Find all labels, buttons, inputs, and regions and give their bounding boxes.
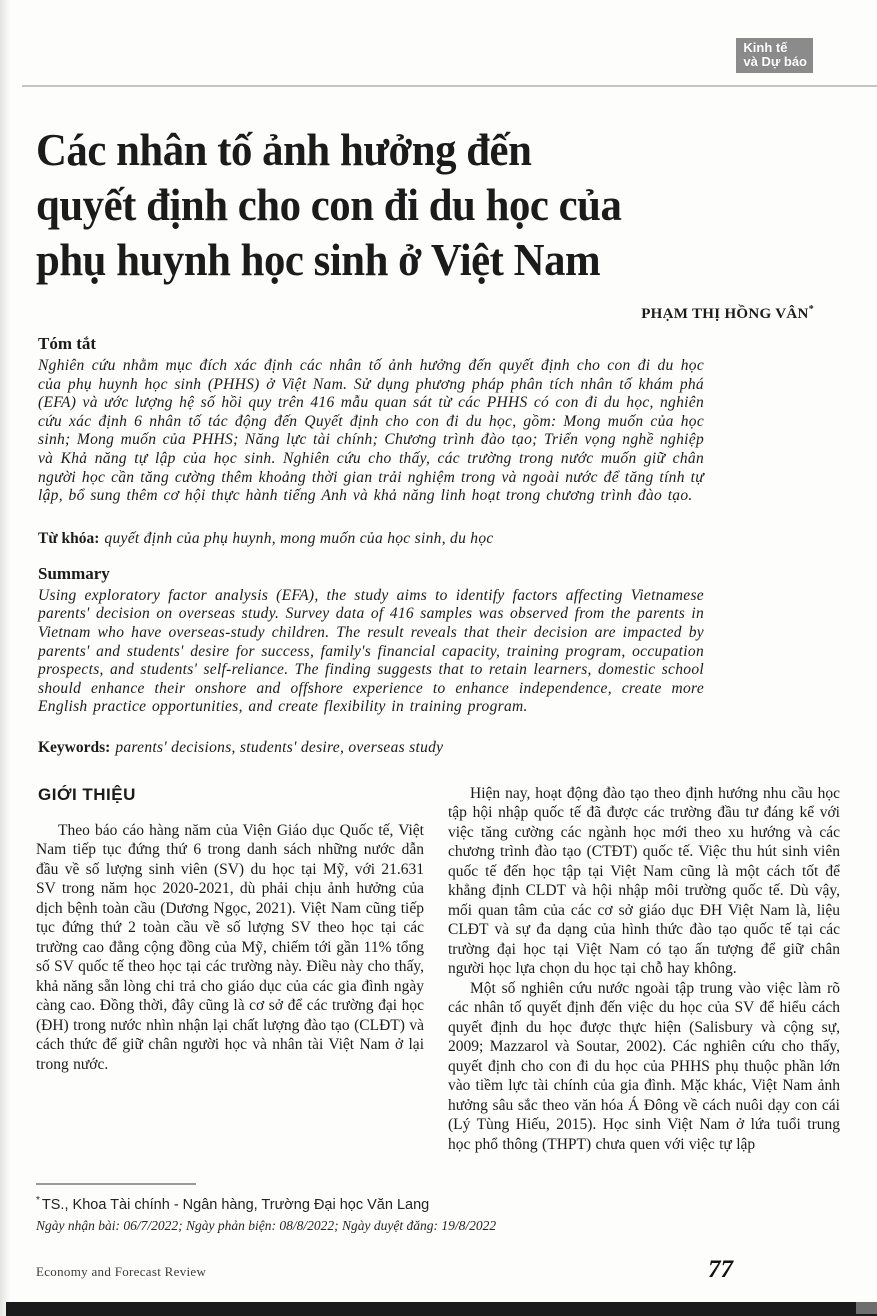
two-column-body [36,784,840,1182]
journal-badge [736,38,813,73]
footnote-symbol: * [36,1195,40,1206]
right-column [448,784,840,1182]
footnote-affiliation [36,1192,796,1214]
footnote-block [36,1183,796,1234]
article-title-line: phụ huynh học sinh ở Việt Nam [36,234,601,285]
article-title [36,122,784,287]
keywords-vi-label: Từ khóa: [38,529,100,547]
abstract-vi-body: Nghiên cứu nhằm mục đích xác định các nhân tố ảnh hưởng đến quyết định cho con đi du học của phụ huynh học sinh (PHHS) ở Việt Nam. Sử dụng phương pháp phân tích nhân tố khám phá (EFA) và ước lượng hệ số hồi quy trên 416 mẫu quan sát từ các PHHS có con đi du học, nghiên cứu xác định 6 nhân tố tác động đến Quyết định cho con đi du học, gồm: Mong muốn của học sinh; Mong muốn của PHHS; Năng lực tài chính; Chương trình đào tạo; Triển vọng nghề nghiệp và Khả năng tự lập của học sinh. Nghiên cứu cho thấy, các trường trong nước muốn giữ chân người học cần tăng cường thêm khoảng thời gian trải nghiệm trong và ngoài nước để tăng tính tự lập, bổ sung thêm cơ hội thực hành tiếng Anh và khả năng linh hoạt trong chương trình đào tạo. [38,357,704,505]
body-paragraph: Theo báo cáo hàng năm của Viện Giáo dục Quốc tế, Việt Nam tiếp tục đứng thứ 6 trong danh sách những nước dẫn đầu về số lượng sinh viên (SV) du học tại Mỹ, với 21.631 SV trong năm học 2020-2021, dù phải chịu ảnh hưởng của dịch bệnh toàn cầu (Dương Ngọc, 2021). Việt Nam cũng tiếp tục đứng thứ 2 toàn cầu về số lượng SV theo học tại các trường cao đẳng cộng đồng của Mỹ, chiếm tới gần 11% tổng số SV quốc tế theo học tại các trường này. Điều này cho thấy, khả năng sẵn lòng chi trả cho giáo dục của các gia đình ngày càng cao. Đồng thời, đây cũng là cơ sở để các trường đại học (ĐH) trong nước nhìn nhận lại chất lượng đào tạo (CLĐT) và cách thức để giữ chân người học và nhân tài Việt Nam ở lại trong nước. [36,821,424,1073]
article-title-line: Các nhân tố ảnh hưởng đến [36,124,532,175]
author-name [36,299,840,325]
footnote-rule [36,1183,196,1185]
bottom-bar [6,1302,877,1316]
author-name-text: PHẠM THỊ HỒNG VÂN [641,306,809,322]
bottom-bar-tail [856,1302,877,1314]
journal-name: Economy and Forecast Review [36,1264,207,1279]
keywords-vietnamese [38,528,704,549]
abstract-en-heading: Summary [38,563,110,583]
left-column [36,784,424,1182]
header-rule [22,85,877,87]
abstract-english [36,563,704,717]
body-paragraph: Một số nghiên cứu nước ngoài tập trung vào việc làm rõ các nhân tố quyết định đến việc du học của SV để hiểu cách quyết định du học được thực hiện (Salisbury và cộng sự, 2009; Mazzarol và Soutar, 2002). Các nghiên cứu cho thấy, quyết định cho con đi du học của PHHS phụ thuộc phần lớn vào tiềm lực tài chính của gia đình. Mặc khác, Việt Nam ảnh hưởng sâu sắc theo văn hóa Á Đông về cách nuôi dạy con cái (Lý Tùng Hiếu, 2015). Học sinh Việt Nam ở lứa tuổi trung học phổ thông (THPT) chưa quen với việc tự lập [448,979,840,1153]
journal-badge-line2: và Dự báo [743,54,807,69]
abstract-vi-heading: Tóm tắt [38,334,97,353]
footnote-affiliation-text: TS., Khoa Tài chính - Ngân hàng, Trường Đại học Văn Lang [41,1196,430,1213]
keywords-en-text: parents' decisions, students' desire, overseas study [115,738,444,756]
page-footer [27,1256,877,1290]
body-paragraph: Hiện nay, hoạt động đào tạo theo định hướng nhu cầu học tập hội nhập quốc tế đã được các trường đầu tư đáng kể với việc tăng cường các ngành học mới theo xu hướng và các chương trình đào tạo (CTĐT) quốc tế. Việc thu hút sinh viên quốc tế đến học tập tại Việt Nam cũng là một cách tốt để khẳng định CLDT và hội nhập môi trường quốc tế. Dù vậy, mối quan tâm của các cơ sở giáo dục ĐH Việt Nam là, liệu CLĐT và sự đa dạng của hình thức đào tạo quốc tế tại các trường đại học tại Việt Nam có tạo ấn tượng để giữ chân người học lựa chọn du học tại chỗ hay không. [448,784,840,978]
keywords-english [38,737,704,758]
page-number: 77 [708,1256,733,1283]
abstract-en-body: Using exploratory factor analysis (EFA), the study aims to identify factors affecting Vietnamese parents' decision on overseas study. Survey data of 416 samples was observed from the parents in Vietnam who have overseas-study children. The result reveals that their decision are impacted by parents' and students' desire for success, family's financial capacity, training program, occupation prospects, and students' self-reliance. The finding suggests that to retain learners, domestic school should enhance their onshore and offshore experience to enhance independence, create more English practice opportunities, and create flexibility in training program. [38,586,704,716]
abstract-vietnamese [36,333,704,506]
keywords-en-label: Keywords: [38,738,111,756]
footnote-dates: Ngày nhận bài: 06/7/2022; Ngày phản biện: 08/8/2022; Ngày duyệt đăng: 19/8/2022 [36,1217,497,1233]
journal-badge-line1: Kinh tế [743,40,788,55]
section-heading-intro: GIỚI THIỆU [38,784,136,804]
author-footnote-marker: * [808,304,814,315]
article-title-line: quyết định cho con đi du học của [36,179,622,230]
keywords-vi-text: quyết định của phụ huynh, mong muốn của học sinh, du học [104,529,494,547]
